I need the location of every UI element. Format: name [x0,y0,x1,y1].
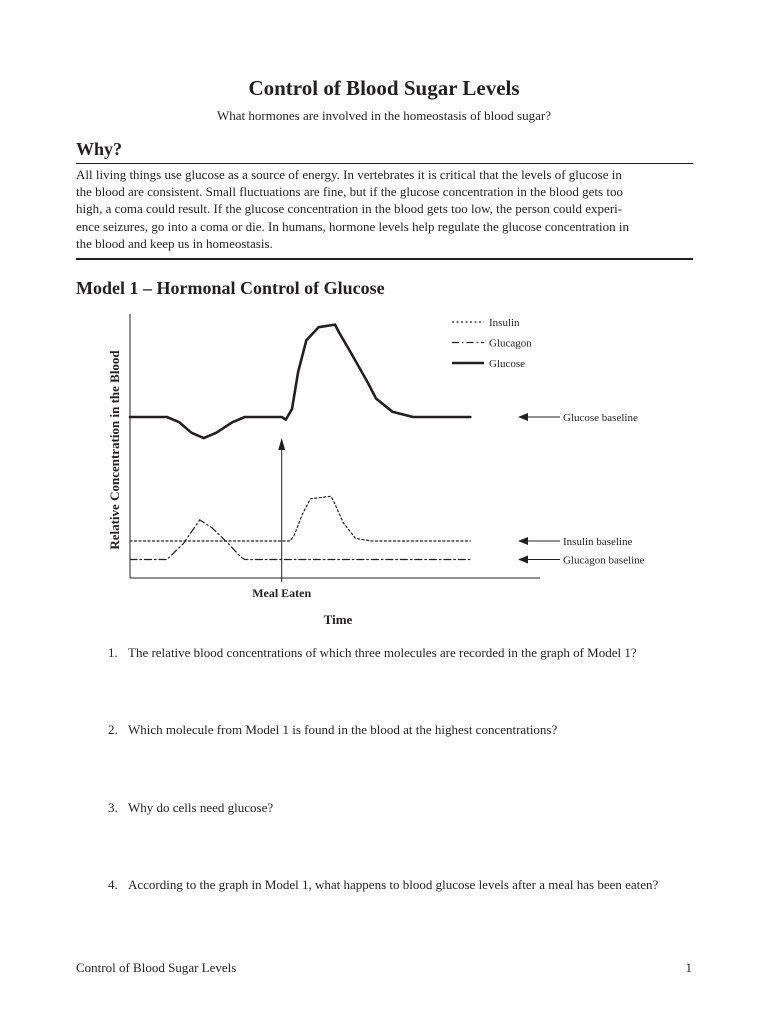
legend-label-insulin: Insulin [489,317,520,329]
question-number: 4. [108,877,118,892]
insulin-baseline-arrowhead [518,537,528,545]
question-text: Why do cells need glucose? [128,800,274,815]
question-number: 2. [108,722,118,737]
page-title: Control of Blood Sugar Levels [248,76,520,100]
why-line: the blood are consistent. Small fluctuations are fine, but if the glucose concentration in the blood gets too [76,184,623,200]
series-line-insulin [130,496,470,541]
footer-title: Control of Blood Sugar Levels [76,960,237,975]
meal-eaten-arrowhead [278,438,285,450]
why-line: high, a coma could result. If the glucose concentration in the blood gets too low, the person could experi- [76,201,623,217]
why-heading: Why? [76,139,123,159]
y-axis-title: Relative Concentration in the Blood [107,350,122,550]
page-number: 1 [685,960,692,975]
question-text: Which molecule from Model 1 is found in the blood at the highest concentrations? [128,722,558,737]
question-number: 1. [108,645,118,660]
question-text: According to the graph in Model 1, what happens to blood glucose levels after a meal has been eaten? [128,877,659,892]
why-line: ence seizures, go into a coma or die. In humans, hormone levels help regulate the glucose concentration in [76,218,630,234]
model-heading: Model 1 – Hormonal Control of Glucose [76,278,385,298]
insulin-baseline-label: Insulin baseline [563,536,633,549]
legend-label-glucose: Glucose [489,358,526,370]
legend-label-glucagon: Glucagon [489,337,532,350]
page-subtitle: What hormones are involved in the homeostasis of blood sugar? [217,108,551,123]
glucose-baseline-label: Glucose baseline [563,411,638,424]
why-line: All living things use glucose as a source of energy. In vertebrates it is critical that the levels of glucose in [76,167,622,182]
glucose-baseline-arrowhead [518,413,528,421]
glucagon-baseline-arrowhead [518,556,528,564]
question-text: The relative blood concentrations of which three molecules are recorded in the graph of Model 1? [128,645,637,660]
series-line-glucose [130,325,470,439]
glucagon-baseline-label: Glucagon baseline [563,554,645,567]
x-axis-title: Time [323,612,353,627]
question-number: 3. [108,800,118,815]
series-line-glucagon [130,520,470,560]
why-line: the blood and keep us in homeostasis. [76,235,273,251]
meal-eaten-label: Meal Eaten [252,586,312,600]
